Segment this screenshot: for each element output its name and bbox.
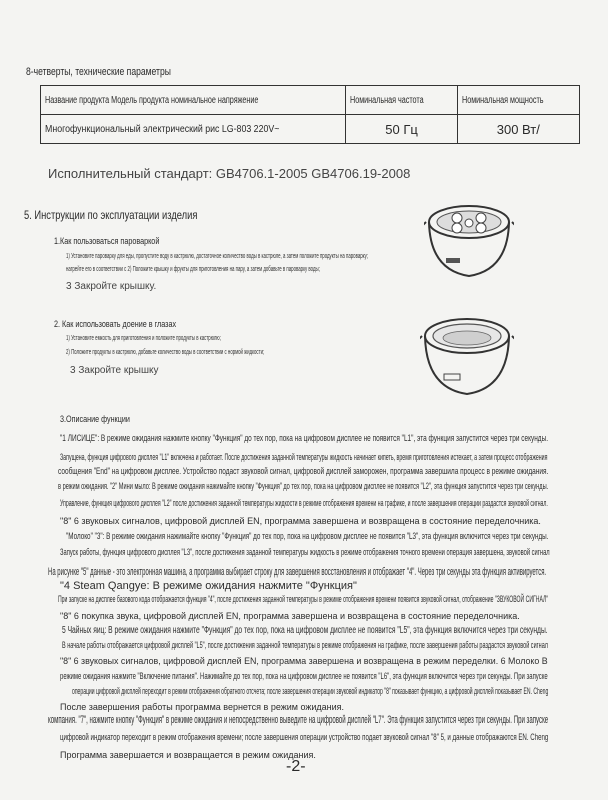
desc-line: "1 ЛИСИЦЕ": В режиме ожидания нажмите кнопку "Функция" до тех пор, пока на цифровом дисплее не появится "L1", эта функция запустится через три секунды. bbox=[60, 433, 549, 443]
header-cell: Номинальная частота bbox=[346, 86, 457, 115]
desc-line: "4 Steam Qangye: В режиме ожидания нажмите "Функция" bbox=[60, 580, 357, 592]
table-row bbox=[41, 115, 580, 144]
desc-line: "Молоко" "3": В режиме ожидания нажимайте кнопку "Функция" до тех пор, пока на цифровом дисплее не появится "L3", эта функция включится через три секунды. bbox=[66, 531, 549, 541]
steam-line: 3 Закройте крышку. bbox=[66, 281, 157, 292]
pot-line: 2) Положите продукты в кастрюлю, добавьте количество воды в соответствии с нормой жидкости; bbox=[66, 349, 265, 356]
table-cell: Многофункциональный электрический рис LG-803 220V~ bbox=[41, 115, 346, 144]
desc-title: 3.Описание функции bbox=[60, 414, 130, 424]
desc-line: При запуске на дисплее базового кода отображается функция "4", после достижения заданной температуры в режиме отображения времени появится звуковой сигнал, отображение "ЗВУКОВОЙ СИГНАЛ" bbox=[58, 594, 549, 604]
header-cell: Название продукта Модель продукта номинальное напряжение bbox=[41, 86, 346, 115]
desc-line: Запуск работы, функция цифрового дисплея "L3", после достижения заданной температуры жидкость в режиме отображения точного времени операция завершена, звуковой сигнал bbox=[60, 547, 550, 557]
pot-title: 2. Как использовать доение в глазах bbox=[54, 319, 177, 329]
desc-line: сообщения "End" на цифровом дисплее. Устройство подаст звуковой сигнал, цифровой дисплей заморожен, программа завершила процесс в режиме ожидания. bbox=[58, 466, 549, 476]
desc-line: Управление, функция цифрового дисплея "L2" после достижения заданной температуры жидкости в режиме отображения времени на графике, и после завершения операции раздастся звуковой сигнал. bbox=[60, 498, 548, 508]
standard-text: Исполнительный стандарт: GB4706.1-2005 GB4706.19-2008 bbox=[48, 166, 411, 181]
desc-line: режиме ожидания нажмите "Включение питания". Нажимайте до тех пор, пока на цифровом дисплее не появится "L6", эта функция включится через три секунды. При запуске bbox=[60, 671, 548, 681]
table-cell: 50 Гц bbox=[346, 115, 457, 144]
steam-line: 1) Установите пароварку для еды, пропустите воду в кастрюлю, достаточное количество воды в кастрюле, а затем положите продукты на пароварку; bbox=[66, 253, 369, 260]
desc-line: компания. "7", нажмите кнопку "Функция" в режиме ожидания и непосредственно выведите на цифровой дисплей "L7". Эта функция запустится через три секунды. При запуске bbox=[48, 714, 549, 726]
desc-line: "8" 6 звуковых сигналов, цифровой дисплей EN, программа завершена и возвращена в состояние переделочника. bbox=[60, 516, 541, 526]
header-cell: Номинальная мощность bbox=[457, 86, 579, 115]
inner-pot-illustration bbox=[420, 312, 514, 404]
page-number: -2- bbox=[286, 758, 306, 775]
desc-line: 5 Чайных яиц: В режиме ожидания нажмите "Функция" до тех пор, пока на цифровом дисплее не появится "L5", эта функция включится через три секунды. bbox=[62, 625, 548, 636]
table-cell: 300 Вт/ bbox=[457, 115, 579, 144]
desc-line: "8" 6 звуковых сигналов, цифровой дисплей EN, программа завершена и возвращена в режим переделки. 6 Молоко B bbox=[60, 656, 548, 666]
desc-line: операции цифровой дисплей переходит в режим отображения обратного отсчета; после завершения операции звуковой индикатор "8" показывает функцию, а цифровой дисплей показывает EN. Cheng bbox=[72, 686, 549, 696]
desc-line: Программа завершается и возвращается в режим ожидания. bbox=[60, 750, 316, 760]
desc-line: Запущена, функция цифрового дисплея "L1" включена и работает. После достижения заданной температуры жидкость начинает кипеть, время приготовления истекает, а затем процесс отображения bbox=[60, 452, 548, 462]
section-title: 8-четверты, технические параметры bbox=[26, 66, 171, 78]
desc-line: В начале работы отображается цифровой дисплей "L5", после достижения заданной температуры в режиме отображения на графике, после завершения работы раздастся звуковой сигнал bbox=[62, 640, 548, 650]
desc-line: цифровой индикатор переходит в режим отображения времени; после завершения операции устройство подает звуковой сигнал "8" 5, и данные отображаются EN. Cheng bbox=[60, 732, 549, 742]
steamer-illustration bbox=[424, 200, 514, 288]
steam-title: 1.Как пользоваться пароваркой bbox=[54, 236, 160, 246]
desc-line: На рисунке "5" данные - это электронная машина, а программа выбирает строку для завершения восстановления и отображает "4". Через три секунды эта функция активируется. bbox=[48, 566, 547, 578]
pot-line: 3 Закройте крышку bbox=[70, 365, 159, 376]
steam-line: нагрейте его в соответствии с 2) Положите крышку и фрукты для приготовления на пару, а затем добавьте в пароварку воды; bbox=[66, 266, 320, 273]
instructions-title: 5. Инструкции по эксплуатации изделия bbox=[24, 208, 198, 222]
pot-line: 1) Установите емкость для приготовления и положите продукты в кастрюлю; bbox=[66, 335, 221, 342]
desc-line: в режим ожидания. "2" Мини мыло: В режиме ожидания нажимайте кнопку "Функция" до тех пор, пока на цифровом дисплее не появится "L2", эта функция запустится через три секунды. bbox=[58, 481, 549, 491]
desc-line: После завершения работы программа вернется в режим ожидания. bbox=[60, 702, 345, 712]
spec-table bbox=[40, 85, 580, 144]
desc-line: "8" 6 покупка звука, цифровой дисплей EN, программа завершена и возвращена в состояние переделочника. bbox=[60, 611, 520, 621]
table-header-row bbox=[41, 86, 580, 115]
